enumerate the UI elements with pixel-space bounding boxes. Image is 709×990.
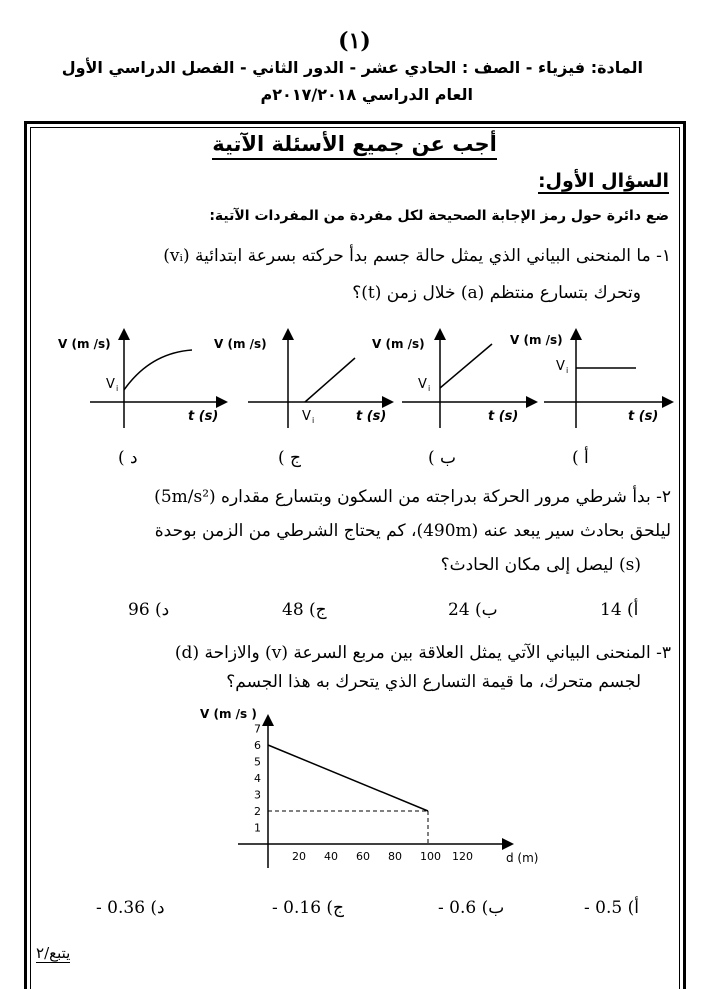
graph-d-ylabel: V (m /s) — [58, 337, 111, 351]
q1-option-a[interactable]: أ ) — [572, 448, 589, 468]
chart-y-tick: 3 — [254, 788, 261, 802]
q2-option-a[interactable]: أ) 14 — [600, 600, 639, 620]
chart-y-tick: 5 — [254, 755, 261, 769]
q1-option-d[interactable]: د ) — [118, 448, 138, 468]
graph-b-ylabel: V (m /s) — [372, 337, 425, 351]
q3-option-a[interactable]: أ) 0.5 - — [584, 898, 639, 918]
graph-option-b — [372, 334, 532, 428]
chart-y-tick: 2 — [254, 805, 261, 818]
section-heading: السؤال الأول: — [537, 170, 669, 192]
q2-option-j[interactable]: ج) 48 — [282, 600, 327, 620]
graph-b-vi-sub: i — [428, 384, 431, 393]
graph-d-vi-sub: i — [116, 384, 119, 393]
q3-text-line2: لجسم متحرك، ما قيمة التسارع الذي يتحرك به هذا الجسم؟ — [226, 672, 641, 692]
graph-option-d — [58, 334, 222, 428]
page-title: أجب عن جميع الأسئلة الآتية — [0, 132, 709, 156]
chart-x-tick: 20 — [292, 850, 306, 863]
q2-text-line3: (s) ليصل إلى مكان الحادث؟ — [440, 555, 641, 575]
chart-x-tick: 60 — [356, 850, 370, 863]
q1-text-line2: وتحرك بتسارع منتظم (a) خلال زمن (t)؟ — [352, 283, 641, 303]
chart-y-tick: 1 — [254, 821, 261, 835]
chart-x-tick: 120 — [452, 850, 473, 863]
graph-a-vi: V — [556, 359, 565, 374]
q2-option-b[interactable]: ب) 24 — [448, 600, 498, 620]
chart-y-tick: 6 — [254, 739, 261, 752]
q3-option-b[interactable]: ب) 0.6 - — [438, 898, 505, 918]
q2-text-line2: ليلحق بحادث سير يبعد عنه (490m)، كم يحتاج الشرطي من الزمن بوحدة — [154, 521, 671, 541]
graph-a-vi-sub: i — [566, 366, 569, 375]
chart-x-label: d (m) — [506, 851, 539, 865]
page-number: (١) — [338, 28, 371, 54]
q3-chart — [180, 702, 560, 872]
graph-option-a — [510, 333, 668, 428]
graph-a-ylabel: V (m /s) — [510, 333, 563, 347]
chart-x-tick: 100 — [420, 850, 441, 863]
graph-a-xlabel: t (s) — [628, 409, 659, 424]
graph-d-xlabel: t (s) — [188, 409, 219, 424]
q1-option-b[interactable]: ب ) — [428, 448, 457, 468]
graph-d-vi: V — [106, 377, 115, 392]
graph-j-ylabel: V (m /s) — [214, 337, 267, 351]
q2-option-d[interactable]: د) 96 — [128, 600, 170, 620]
academic-year: العام الدراسي ٢٠١٧/٢٠١٨م — [260, 85, 473, 104]
graph-j-xlabel: t (s) — [356, 409, 387, 424]
section-instruction: ضع دائرة حول رمز الإجابة الصحيحة لكل مفردة من المفردات الآتية: — [209, 208, 669, 224]
chart-x-tick: 80 — [388, 850, 402, 863]
graph-j-vi: V — [302, 409, 311, 424]
q1-option-j[interactable]: ج ) — [278, 448, 302, 468]
graph-option-j — [214, 334, 388, 428]
q2-text-line1: ٢- بدأ شرطي مرور الحركة بدراجته من السكون وبتسارع مقداره (5m/s²) — [154, 487, 671, 507]
q3-option-d[interactable]: د) 0.36 - — [96, 898, 165, 918]
chart-y-label: V (m /s ) — [200, 707, 257, 721]
chart-y-tick: 7 — [254, 722, 261, 736]
q3-option-j[interactable]: ج) 0.16 - — [272, 898, 345, 918]
chart-y-tick: 4 — [254, 772, 261, 785]
footer-continue: يتبع/٢ — [36, 944, 71, 962]
q3-text-line1: ٣- المنحنى البياني الآتي يمثل العلاقة بين مربع السرعة (v) والازاحة (d) — [174, 643, 671, 663]
chart-x-tick: 40 — [324, 850, 338, 863]
q1-text-line1: ١- ما المنحنى البياني الذي يمثل حالة جسم بدأ حركته بسرعة ابتدائية (vᵢ) — [163, 246, 671, 266]
graph-j-vi-sub: i — [312, 416, 315, 425]
q1-graphs — [40, 328, 680, 438]
chart-series-line — [268, 745, 428, 811]
graph-b-vi: V — [418, 377, 427, 392]
graph-b-xlabel: t (s) — [488, 409, 519, 424]
subject-header: المادة: فيزياء - الصف : الحادي عشر - الدور الثاني - الفصل الدراسي الأول — [61, 58, 643, 77]
